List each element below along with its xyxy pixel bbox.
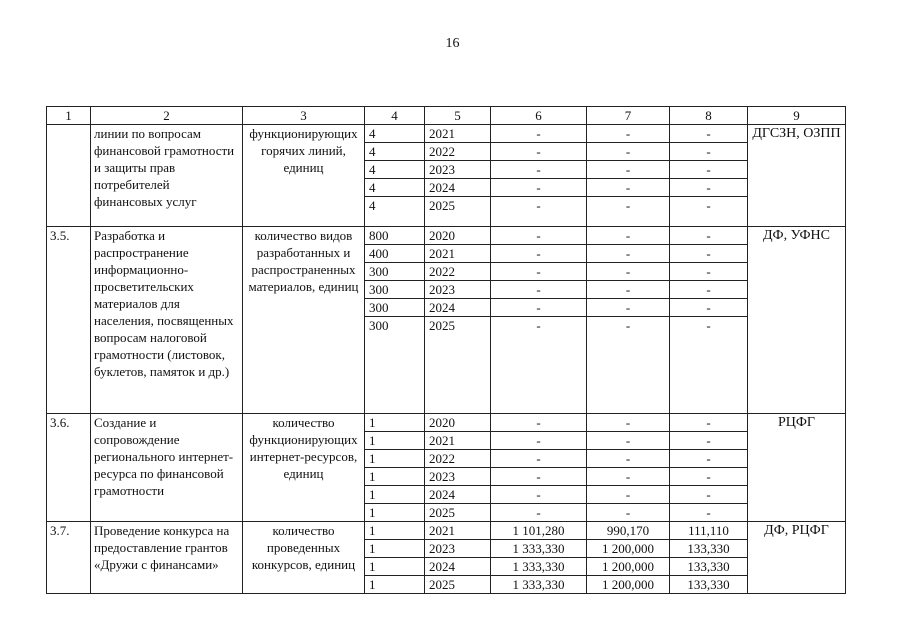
funding-col-7: - — [587, 179, 670, 197]
header-cell: 7 — [587, 107, 670, 125]
indicator-name: количество видов разработанных и распространенных материалов, единиц — [243, 227, 365, 414]
funding-col-7: - — [587, 281, 670, 299]
funding-total: - — [491, 317, 587, 414]
funding-col-7: - — [587, 227, 670, 245]
indicator-value: 4 — [365, 125, 425, 143]
funding-total: - — [491, 504, 587, 522]
funding-col-8: - — [670, 245, 748, 263]
year-cell: 2022 — [425, 143, 491, 161]
year-cell: 2024 — [425, 299, 491, 317]
funding-col-8: - — [670, 468, 748, 486]
funding-total: - — [491, 179, 587, 197]
page-number: 16 — [445, 36, 460, 51]
indicator-value: 1 — [365, 558, 425, 576]
indicator-name: функционирующих горячих линий, единиц — [243, 125, 365, 227]
indicator-value: 300 — [365, 263, 425, 281]
funding-col-7: 1 200,000 — [587, 540, 670, 558]
measure-number — [47, 125, 91, 227]
funding-total: - — [491, 432, 587, 450]
funding-total: - — [491, 161, 587, 179]
funding-col-8: - — [670, 299, 748, 317]
funding-col-7: - — [587, 143, 670, 161]
funding-col-8: 133,330 — [670, 558, 748, 576]
funding-total: - — [491, 245, 587, 263]
year-cell: 2020 — [425, 227, 491, 245]
indicator-value: 1 — [365, 504, 425, 522]
year-cell: 2025 — [425, 576, 491, 594]
measure-number: 3.6. — [47, 414, 91, 522]
funding-col-8: - — [670, 263, 748, 281]
funding-col-8: - — [670, 281, 748, 299]
funding-total: - — [491, 125, 587, 143]
indicator-value: 1 — [365, 486, 425, 504]
funding-total: - — [491, 450, 587, 468]
measure-name: Создание и сопровождение регионального интернет-ресурса по финансовой грамотности — [91, 414, 243, 522]
funding-col-8: - — [670, 432, 748, 450]
indicator-value: 1 — [365, 450, 425, 468]
indicator-value: 300 — [365, 299, 425, 317]
table-row — [47, 414, 846, 432]
indicator-value: 1 — [365, 576, 425, 594]
year-cell: 2021 — [425, 125, 491, 143]
funding-col-8: 111,110 — [670, 522, 748, 540]
funding-total: 1 333,330 — [491, 558, 587, 576]
executor-name: РЦФГ — [748, 414, 846, 522]
indicator-value: 300 — [365, 281, 425, 299]
funding-col-8: - — [670, 161, 748, 179]
funding-col-7: 1 200,000 — [587, 558, 670, 576]
indicator-value: 400 — [365, 245, 425, 263]
funding-total: - — [491, 263, 587, 281]
year-cell: 2020 — [425, 414, 491, 432]
year-cell: 2025 — [425, 317, 491, 414]
funding-col-7: - — [587, 414, 670, 432]
indicator-value: 4 — [365, 161, 425, 179]
funding-col-7: - — [587, 504, 670, 522]
indicator-value: 4 — [365, 197, 425, 227]
funding-total: 1 101,280 — [491, 522, 587, 540]
funding-col-7: - — [587, 486, 670, 504]
funding-col-8: 133,330 — [670, 540, 748, 558]
indicator-name: количество функционирующих интернет-ресурсов, единиц — [243, 414, 365, 522]
year-cell: 2023 — [425, 281, 491, 299]
year-cell: 2024 — [425, 558, 491, 576]
executor-name: ДГСЗН, ОЗПП — [748, 125, 846, 227]
year-cell: 2024 — [425, 486, 491, 504]
indicator-value: 800 — [365, 227, 425, 245]
year-cell: 2025 — [425, 197, 491, 227]
funding-total: - — [491, 227, 587, 245]
measure-number: 3.7. — [47, 522, 91, 594]
funding-col-7: - — [587, 161, 670, 179]
funding-total: 1 333,330 — [491, 576, 587, 594]
header-cell: 3 — [243, 107, 365, 125]
funding-col-7: - — [587, 197, 670, 227]
indicator-value: 1 — [365, 468, 425, 486]
measure-name: Разработка и распространение информационно-просветительских материалов для населения, посвященных вопросам налоговой грамотности (листовок, буклетов, памяток и др.) — [91, 227, 243, 414]
funding-col-7: - — [587, 432, 670, 450]
table-row — [47, 125, 846, 143]
measure-name: Проведение конкурса на предоставление грантов «Дружи с финансами» — [91, 522, 243, 594]
year-cell: 2025 — [425, 504, 491, 522]
funding-col-8: - — [670, 179, 748, 197]
funding-total: - — [491, 281, 587, 299]
funding-total: - — [491, 468, 587, 486]
funding-total: - — [491, 143, 587, 161]
year-cell: 2024 — [425, 179, 491, 197]
funding-col-8: 133,330 — [670, 576, 748, 594]
measure-name: линии по вопросам финансовой грамотности и защиты прав потребителей финансовых услуг — [91, 125, 243, 227]
year-cell: 2023 — [425, 468, 491, 486]
indicator-value: 1 — [365, 432, 425, 450]
header-cell: 5 — [425, 107, 491, 125]
executor-name: ДФ, РЦФГ — [748, 522, 846, 594]
funding-col-7: - — [587, 125, 670, 143]
funding-total: - — [491, 414, 587, 432]
funding-total: - — [491, 197, 587, 227]
indicator-name: количество проведенных конкурсов, единиц — [243, 522, 365, 594]
funding-col-7: - — [587, 299, 670, 317]
indicator-value: 300 — [365, 317, 425, 414]
table-row — [47, 227, 846, 245]
funding-col-8: - — [670, 125, 748, 143]
measures-table — [46, 106, 846, 594]
funding-col-7: 990,170 — [587, 522, 670, 540]
year-cell: 2022 — [425, 450, 491, 468]
indicator-value: 4 — [365, 179, 425, 197]
funding-col-8: - — [670, 197, 748, 227]
indicator-value: 1 — [365, 522, 425, 540]
funding-total: - — [491, 486, 587, 504]
funding-total: 1 333,330 — [491, 540, 587, 558]
funding-col-7: - — [587, 245, 670, 263]
funding-col-8: - — [670, 227, 748, 245]
header-cell: 4 — [365, 107, 425, 125]
executor-name: ДФ, УФНС — [748, 227, 846, 414]
year-cell: 2021 — [425, 245, 491, 263]
header-cell: 8 — [670, 107, 748, 125]
funding-col-8: - — [670, 143, 748, 161]
header-cell: 1 — [47, 107, 91, 125]
funding-col-8: - — [670, 414, 748, 432]
year-cell: 2021 — [425, 522, 491, 540]
header-cell: 9 — [748, 107, 846, 125]
header-row — [47, 107, 846, 125]
indicator-value: 4 — [365, 143, 425, 161]
funding-col-8: - — [670, 317, 748, 414]
year-cell: 2021 — [425, 432, 491, 450]
indicator-value: 1 — [365, 414, 425, 432]
header-cell: 2 — [91, 107, 243, 125]
indicator-value: 1 — [365, 540, 425, 558]
header-cell: 6 — [491, 107, 587, 125]
year-cell: 2023 — [425, 161, 491, 179]
year-cell: 2022 — [425, 263, 491, 281]
year-cell: 2023 — [425, 540, 491, 558]
funding-total: - — [491, 299, 587, 317]
measure-number: 3.5. — [47, 227, 91, 414]
funding-col-7: - — [587, 468, 670, 486]
funding-col-7: 1 200,000 — [587, 576, 670, 594]
funding-col-7: - — [587, 450, 670, 468]
funding-col-8: - — [670, 450, 748, 468]
funding-col-8: - — [670, 504, 748, 522]
funding-col-7: - — [587, 317, 670, 414]
funding-col-7: - — [587, 263, 670, 281]
funding-col-8: - — [670, 486, 748, 504]
table-row — [47, 522, 846, 540]
